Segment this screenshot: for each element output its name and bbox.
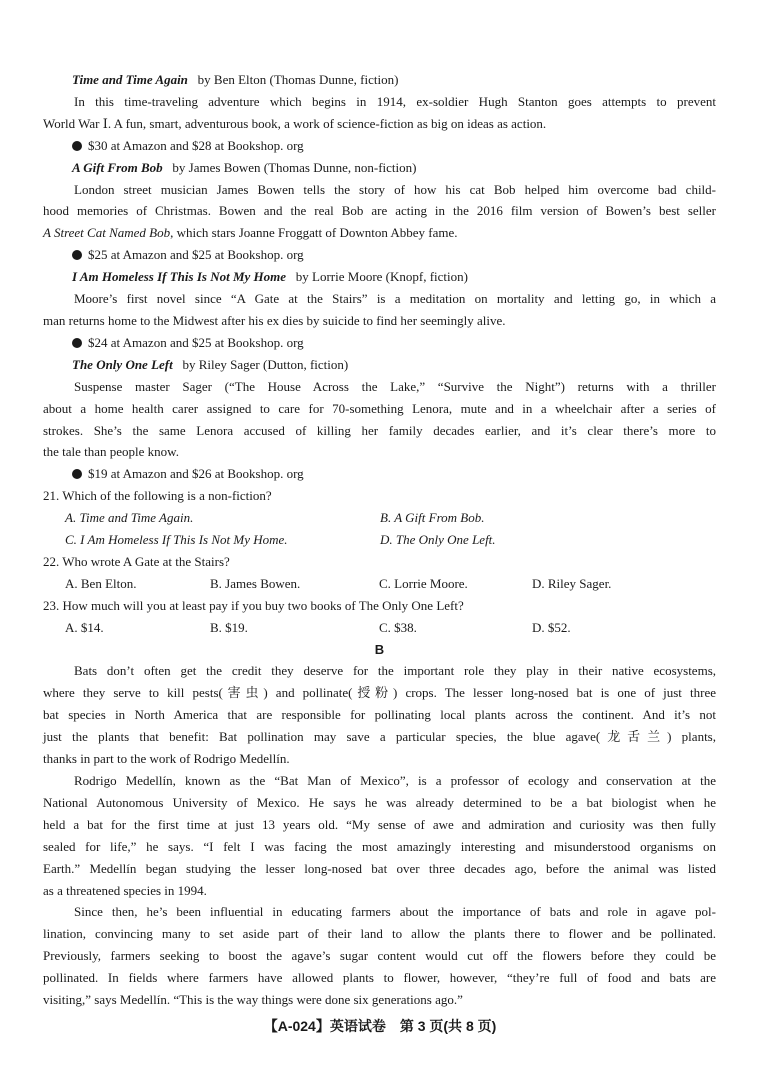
- book-byline: by James Bowen (Thomas Dunne, non-fiction): [172, 159, 417, 175]
- book-title-ref: A Street Cat Named Bob: [43, 225, 171, 241]
- bullet-dot-icon: [72, 250, 82, 260]
- book-title: I Am Homeless If This Is Not My Home: [72, 269, 287, 285]
- book-desc-line: World War Ⅰ. A fun, smart, adventurous book, a work of science-fiction as big on ideas as action.: [43, 115, 547, 131]
- paragraph-line: as a threatened species in 1994.: [43, 882, 207, 898]
- book-desc-line: man returns home to the Midwest after his ex dies by suicide to find her seemingly alive.: [43, 312, 506, 328]
- paragraph-line: where they serve to kill pests(害虫) and pollinate(授粉) crops. The lesser long-nosed bat is one of just three: [43, 685, 716, 701]
- question-options: [43, 507, 716, 529]
- book-entry-3: [43, 266, 716, 288]
- price-line: [43, 463, 716, 485]
- bullet-dot-icon: [72, 338, 82, 348]
- book-desc-line: London street musician James Bowen tells the story of how his cat Bob helped him overcome bad child-: [74, 181, 716, 197]
- option-c: C. Lorrie Moore.: [379, 575, 468, 591]
- section-heading: B: [374, 641, 385, 657]
- price-text: $24 at Amazon and $25 at Bookshop. org: [88, 334, 304, 350]
- paragraph-line: Earth.” Medellín began studying the lesser long-nosed bat over three decades ago, before the animal was listed: [43, 860, 716, 876]
- question-stem: 21. Which of the following is a non-fiction?: [43, 488, 272, 504]
- book-desc-line: the tale than people know.: [43, 444, 179, 460]
- option-d: D. Riley Sager.: [532, 575, 612, 591]
- price-line: [43, 135, 716, 157]
- book-desc-line: Suspense master Sager (“The House Across the Lake,” “Survive the Night”) returns with a thriller: [74, 378, 716, 394]
- bullet-dot-icon: [72, 469, 82, 479]
- book-desc-line: In this time-traveling adventure which begins in 1914, ex-soldier Hugh Stanton goes attempts to prevent: [74, 93, 716, 109]
- book-byline: by Ben Elton (Thomas Dunne, fiction): [197, 72, 399, 87]
- question-stem: 23. How much will you at least pay if you buy two books of The Only One Left?: [43, 597, 464, 613]
- page-footer: 【A-024】英语试卷 第 3 页(共 8 页): [263, 1018, 497, 1034]
- paragraph-line: thanks in part to the work of Rodrigo Medellín.: [43, 751, 290, 767]
- option-a: A. Time and Time Again.: [65, 510, 194, 526]
- paragraph-line: just the plants that benefit: Bat pollination may save a particular species, the blue agave(龙舌兰) plants,: [43, 729, 716, 745]
- paragraph-line: held a bat for the first time at just 13 years old. “My sense of awe and admiration and curiosity was then fully: [43, 816, 716, 832]
- book-byline: by Lorrie Moore (Knopf, fiction): [295, 269, 468, 285]
- question-options: [43, 573, 716, 595]
- option-b: B. James Bowen.: [210, 575, 301, 591]
- paragraph-line: visiting,” says Medellín. “This is the way things were done six generations ago.”: [43, 992, 463, 1008]
- option-b: B. A Gift From Bob.: [380, 510, 485, 526]
- book-entry-1: [43, 69, 716, 91]
- book-entry-4: [43, 354, 716, 376]
- price-text: $25 at Amazon and $25 at Bookshop. org: [88, 247, 304, 263]
- book-entry-2: [43, 157, 716, 179]
- option-c: C. $38.: [379, 619, 417, 635]
- book-desc-line: about a home health carer assigned to care for 70-something Lenora, mute and in a wheelchair after a series of: [43, 400, 716, 416]
- price-line: [43, 244, 716, 266]
- option-c: C. I Am Homeless If This Is Not My Home.: [65, 532, 288, 548]
- option-a: A. $14.: [65, 619, 104, 635]
- paragraph-line: Since then, he’s been influential in educating farmers about the importance of bats and role in agave pol-: [74, 904, 716, 920]
- paragraph-line: bat species in North America that are responsible for pollinating local plants across the continent. And it’s not: [43, 707, 716, 723]
- paragraph-line: sealed for life,” he says. “I felt I was facing the most amazingly interesting and misunderstood organisms on: [43, 838, 716, 854]
- question-stem: 22. Who wrote A Gate at the Stairs?: [43, 553, 230, 569]
- book-desc-line: strokes. She’s the same Lenora accused of killing her family decades earlier, and it’s clear there’s more to: [43, 422, 716, 438]
- paragraph-line: lination, convincing many to set aside part of their land to allow the plants there to flower and be pollinated.: [43, 926, 716, 942]
- book-title: A Gift From Bob: [72, 159, 163, 175]
- paragraph-line: Bats don’t often get the credit they deserve for the important role they play in their native ecosystems,: [74, 663, 716, 679]
- price-text: $30 at Amazon and $28 at Bookshop. org: [88, 137, 304, 153]
- paragraph-line: National Autonomous University of Mexico. He says he was already determined to be a bat biologist when he: [43, 794, 716, 810]
- option-a: A. Ben Elton.: [65, 575, 137, 591]
- option-b: B. $19.: [210, 619, 248, 635]
- book-desc-line: Moore’s first novel since “A Gate at the Stairs” is a meditation on mortality and letting go, in which a: [74, 291, 716, 307]
- price-text: $19 at Amazon and $26 at Bookshop. org: [88, 466, 304, 482]
- book-desc-line: A Street Cat Named Bob, which stars Joanne Froggatt of Downton Abbey fame.: [43, 225, 458, 241]
- book-title: Time and Time Again: [72, 72, 188, 87]
- book-byline: by Riley Sager (Dutton, fiction): [182, 356, 349, 372]
- paragraph-line: Rodrigo Medellín, known as the “Bat Man of Mexico”, is a professor of ecology and conservation at the: [74, 773, 716, 788]
- paragraph-line: Previously, farmers seeking to boost the agave’s sugar content would cut off the flowers before they could be: [43, 948, 716, 964]
- price-line: [43, 332, 716, 354]
- paragraph-line: pollinated. In fields where farmers have allowed plants to flower, however, “they’re full of food and bats are: [43, 970, 716, 986]
- question-options: [43, 529, 716, 551]
- question-options: [43, 617, 716, 639]
- book-title: The Only One Left: [72, 356, 173, 372]
- bullet-dot-icon: [72, 141, 82, 151]
- option-d: D. $52.: [532, 619, 571, 635]
- book-desc-line: hood memories of Christmas. Bowen and the real Bob are acting in the 2016 film version of Bowen’s best seller: [43, 203, 716, 219]
- option-d: D. The Only One Left.: [380, 532, 496, 548]
